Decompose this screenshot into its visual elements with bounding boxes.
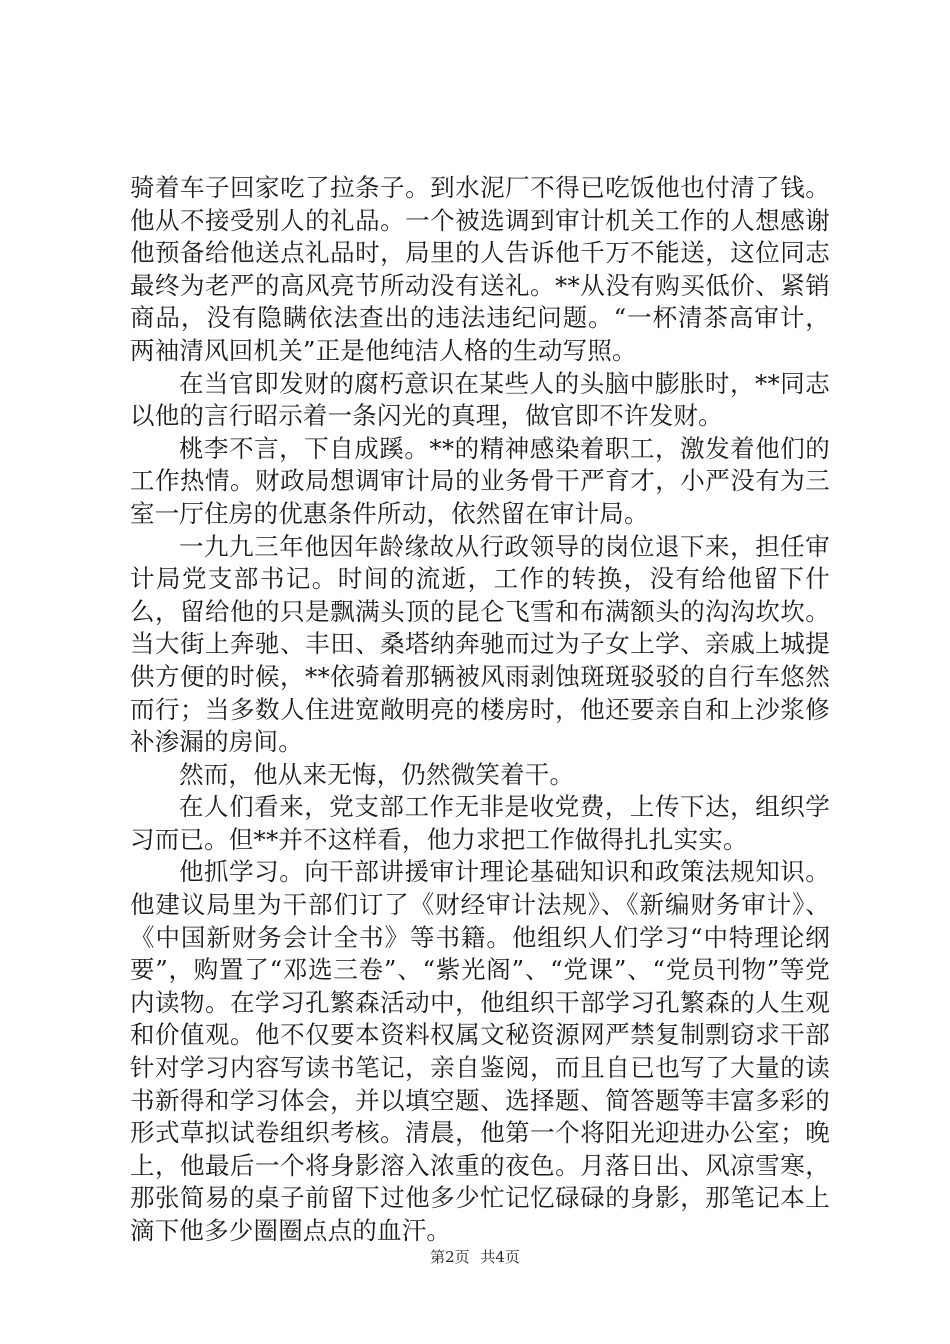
document-body — [130, 172, 830, 1248]
paragraph: 在人们看来，党支部工作无非是收党费，上传下达，组织学习而已。但**并不这样看，他力求把工作做得扎扎实实。 — [130, 792, 830, 854]
paragraph: 然而，他从来无悔，仍然微笑着干。 — [179, 759, 575, 789]
paragraph: 桃李不言，下自成蹊。**的精神感染着职工，激发着他们的工作热情。财政局想调审计局的业务骨干严育才，小严没有为三室一厅住房的优惠条件所动，依然留在审计局。 — [130, 433, 830, 528]
paragraph: 他抓学习。向干部讲援审计理论基础知识和政策法规知识。他建议局里为干部们订了《财经审计法规》、《新编财务审计》、《中国新财务会计全书》等书籍。他组织人们学习“中特理论纲要”，购置了“邓选三卷”、“紫光阁”、“党课”、“党员刊物”等党内读物。在学习孔繁森活动中，他组织干部学习孔繁森的人生观和价值观。他不仅要本资料权属文秘资源网严禁复制剽窃求干部针对学习内容写读书笔记，亲自鉴阅，而且自已也写了大量的读书新得和学习体会，并以填空题、选择题、简答题等丰富多彩的形式草拟试卷组织考核。清晨，他第一个将阳光迎进办公室；晚上，他最后一个将身影溶入浓重的夜色。月落日出、风凉雪寒，那张简易的桌子前留下过他多少忙记忆碌碌的身影，那笔记本上滴下他多少圈圈点点的血汗。 — [130, 857, 830, 1245]
page-number: 第2页 — [430, 1248, 470, 1266]
page-total: 共4页 — [480, 1248, 520, 1266]
paragraph: 一九九三年他因年龄缘故从行政领导的岗位退下来，担任审计局党支部书记。时间的流逝，工作的转换，没有给他留下什么，留给他的只是飘满头顶的昆仑飞雪和布满额头的沟沟坎坎。当大街上奔驰、丰田、桑塔纳奔驰而过为子女上学、亲戚上城提供方便的时候，**依骑着那辆被风雨剥蚀斑斑驳驳的自行车悠然而行；当多数人住进宽敞明亮的楼房时，他还要亲自和上沙浆修补渗漏的房间。 — [130, 531, 830, 757]
page-footer — [0, 1246, 950, 1267]
paragraph: 在当官即发财的腐朽意识在某些人的头脑中膨胀时，**同志以他的言行昭示着一条闪光的真理，做官即不许发财。 — [130, 368, 830, 431]
paragraph-continued: 骑着车子回家吃了拉条子。到水泥厂不得已吃饭他也付清了钱。他从不接受别人的礼品。一个被选调到审计机关工作的人想感谢他预备给他送点礼品时，局里的人告诉他千万不能送，这位同志最终为老严的高风亮节所动没有送礼。**从没有购买低价、紧销商品，没有隐瞒依法查出的违法违纪问题。“一杯清茶高审计，两袖清风回机关”正是他纯洁人格的生动写照。 — [130, 173, 830, 365]
